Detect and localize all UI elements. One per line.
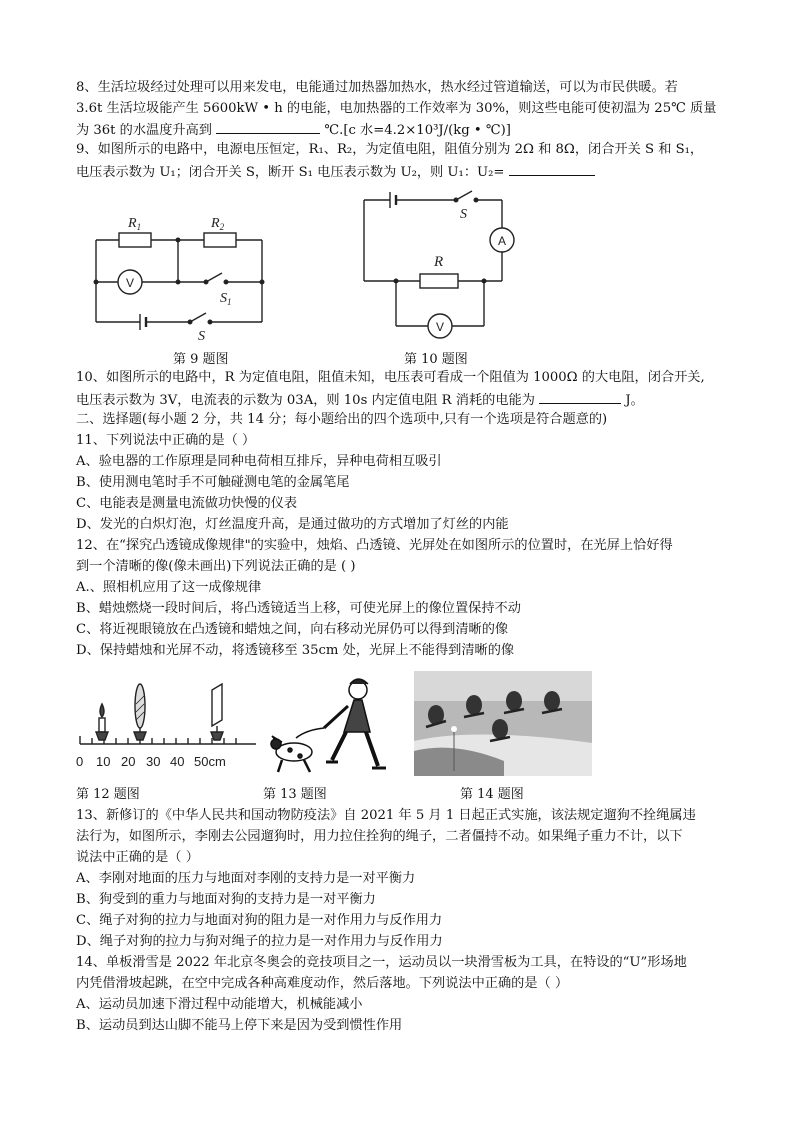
q9-answer-blank: [509, 161, 595, 176]
fig12-tick-40: 40: [170, 754, 185, 769]
q13-option-c: C、绳子对狗的拉力与地面对狗的阻力是一对作用力与反作用力: [76, 913, 443, 928]
q10-line-1: 10、如图所示的电路中，R 为定值电阻，阻值未知，电压表可看成一个阻值为 1000Ω 的大电阻，闭合开关,: [76, 370, 705, 385]
fig12-tick-20: 20: [121, 754, 136, 769]
q9-line-2: [76, 161, 595, 183]
fig12-tick-10: 10: [96, 754, 111, 769]
q12-line-2: 到一个清晰的像(像未画出)下列说法正确的是 ( ): [76, 559, 356, 574]
q10-answer-blank[interactable]: [539, 389, 621, 404]
fig10-ammeter-label: A: [497, 234, 507, 248]
q11-option-c: C、电能表是测量电流做功快慢的仪表: [76, 496, 298, 511]
q13-line-2: 法行为，如图所示，李刚去公园遛狗时，用力拉住拴狗的绳子，二者僵持不动。如果绳子重力不计，以下: [76, 829, 683, 844]
fig13-caption: 第 13 题图: [263, 787, 327, 802]
fig10-caption: 第 10 题图: [404, 352, 468, 367]
fig10-s-label: S: [460, 207, 467, 222]
q10-line-2-end: J。: [625, 393, 644, 408]
q13-option-b: B、狗受到的重力与地面对狗的支持力是一对平衡力: [76, 892, 376, 907]
q14-line-2: 内凭借滑坡起跳，在空中完成各种高难度动作，然后落地。下列说法中正确的是（ ）: [76, 976, 569, 991]
q9-line-1: 9、如图所示的电路中，电源电压恒定，R₁、R₂，为定值电阻，阻值分别为 2Ω 和 8Ω，闭合开关 S 和 S₁，: [76, 142, 704, 157]
q11-stem: 11、下列说法中正确的是（ ）: [76, 433, 256, 448]
q8-line-3-start: 为 36t 的水温度升高到: [76, 123, 212, 138]
q12-option-c: C、将近视眼镜放在凸透镜和蜡烛之间，向右移动光屏仍可以得到清晰的像: [76, 622, 509, 637]
fig9-s1-label: $S_1$: [220, 291, 232, 307]
q8-line-3: [76, 119, 511, 141]
q14-option-b: B、运动员到达山脚不能马上停下来是因为受到惯性作用: [76, 1018, 403, 1033]
q9-line-2-start: 电压表示数为 U₁；闭合开关 S，断开 S₁ 电压表示数为 U₂，则 U₁：U₂=: [76, 165, 505, 180]
fig9-caption: 第 9 题图: [173, 352, 229, 367]
fig10-r-label: R: [434, 254, 444, 270]
fig12-caption: 第 12 题图: [76, 787, 140, 802]
fig12-tick-0: 0: [76, 754, 84, 769]
q14-line-1: 14、单板滑雪是 2022 年北京冬奥会的竞技项目之一，运动员以一块滑雪板为工具，在特设的“U”形场地: [76, 955, 687, 970]
figure-9-circuit: [86, 200, 276, 340]
q12-line-1: 12、在“探究凸透镜成像规律"的实验中，烛焰、凸透镜、光屏处在如图所示的位置时，在光屏上恰好得: [76, 538, 673, 553]
figure-12-optical-bench: [76, 670, 266, 774]
q11-option-d: D、发光的白炽灯泡，灯丝温度升高，是通过做功的方式增加了灯丝的内能: [76, 517, 509, 532]
q11-option-a: A、验电器的工作原理是同种电荷相互排斥，异种电荷相互吸引: [76, 454, 442, 469]
figure-13-dog-walking: [266, 672, 406, 778]
figure-14-snowboard-photo: [414, 671, 592, 776]
fig12-tick-50cm: 50cm: [194, 754, 226, 769]
q14-option-a: A、运动员加速下滑过程中动能增大，机械能减小: [76, 997, 363, 1012]
q12-option-b: B、蜡烛燃烧一段时间后，将凸透镜适当上移，可使光屏上的像位置保持不动: [76, 601, 521, 616]
q13-line-3: 说法中正确的是（ ）: [76, 850, 199, 865]
q10-line-2: [76, 389, 644, 411]
q8-line-3-end: ℃.[c 水=4.2×10³J/(kg • ℃)]: [324, 123, 511, 138]
fig9-r1-label: $R_1$: [128, 216, 142, 232]
q11-option-b: B、使用测电笔时手不可触碰测电笔的金属笔尾: [76, 475, 350, 490]
q13-option-d: D、绳子对狗的拉力与狗对绳子的拉力是一对作用力与反作用力: [76, 934, 443, 949]
q10-line-2-start: 电压表示数为 3V，电流表的示数为 03A，则 10s 内定值电阻 R 消耗的电能为: [76, 393, 535, 408]
fig12-tick-30: 30: [146, 754, 161, 769]
fig9-r2-label: $R_2$: [211, 216, 225, 232]
fig14-caption: 第 14 题图: [460, 787, 524, 802]
q8-answer-blank[interactable]: [216, 119, 320, 134]
q12-option-a: A.、照相机应用了这一成像规律: [76, 580, 262, 595]
q13-line-1: 13、新修订的《中华人民共和国动物防疫法》自 2021 年 5 月 1 日起正式实施，该法规定遛狗不拴绳属违: [76, 808, 696, 823]
section-2-heading: 二、选择题(每小题 2 分，共 14 分；每小题给出的四个选项中,只有一个选项是符合题意的): [76, 412, 608, 427]
fig9-voltmeter-label: V: [125, 276, 135, 290]
q8-line-2: 3.6t 生活垃圾能产生 5600kW • h 的电能，电加热器的工作效率为 30%，则这些电能可使初温为 25℃ 质量: [76, 101, 717, 116]
fig9-s-label: S: [198, 329, 205, 340]
fig10-voltmeter-label: V: [435, 320, 445, 334]
q12-option-d: D、保持蜡烛和光屏不动，将透镜移至 35cm 处，光屏上不能得到清晰的像: [76, 643, 515, 658]
figure-10-circuit: [356, 188, 526, 340]
q8-line-1: 8、生活垃圾经过处理可以用来发电，电能通过加热器加热水，热水经过管道输送，可以为市民供暖。若: [76, 80, 678, 95]
q13-option-a: A、李刚对地面的压力与地面对李刚的支持力是一对平衡力: [76, 871, 416, 886]
